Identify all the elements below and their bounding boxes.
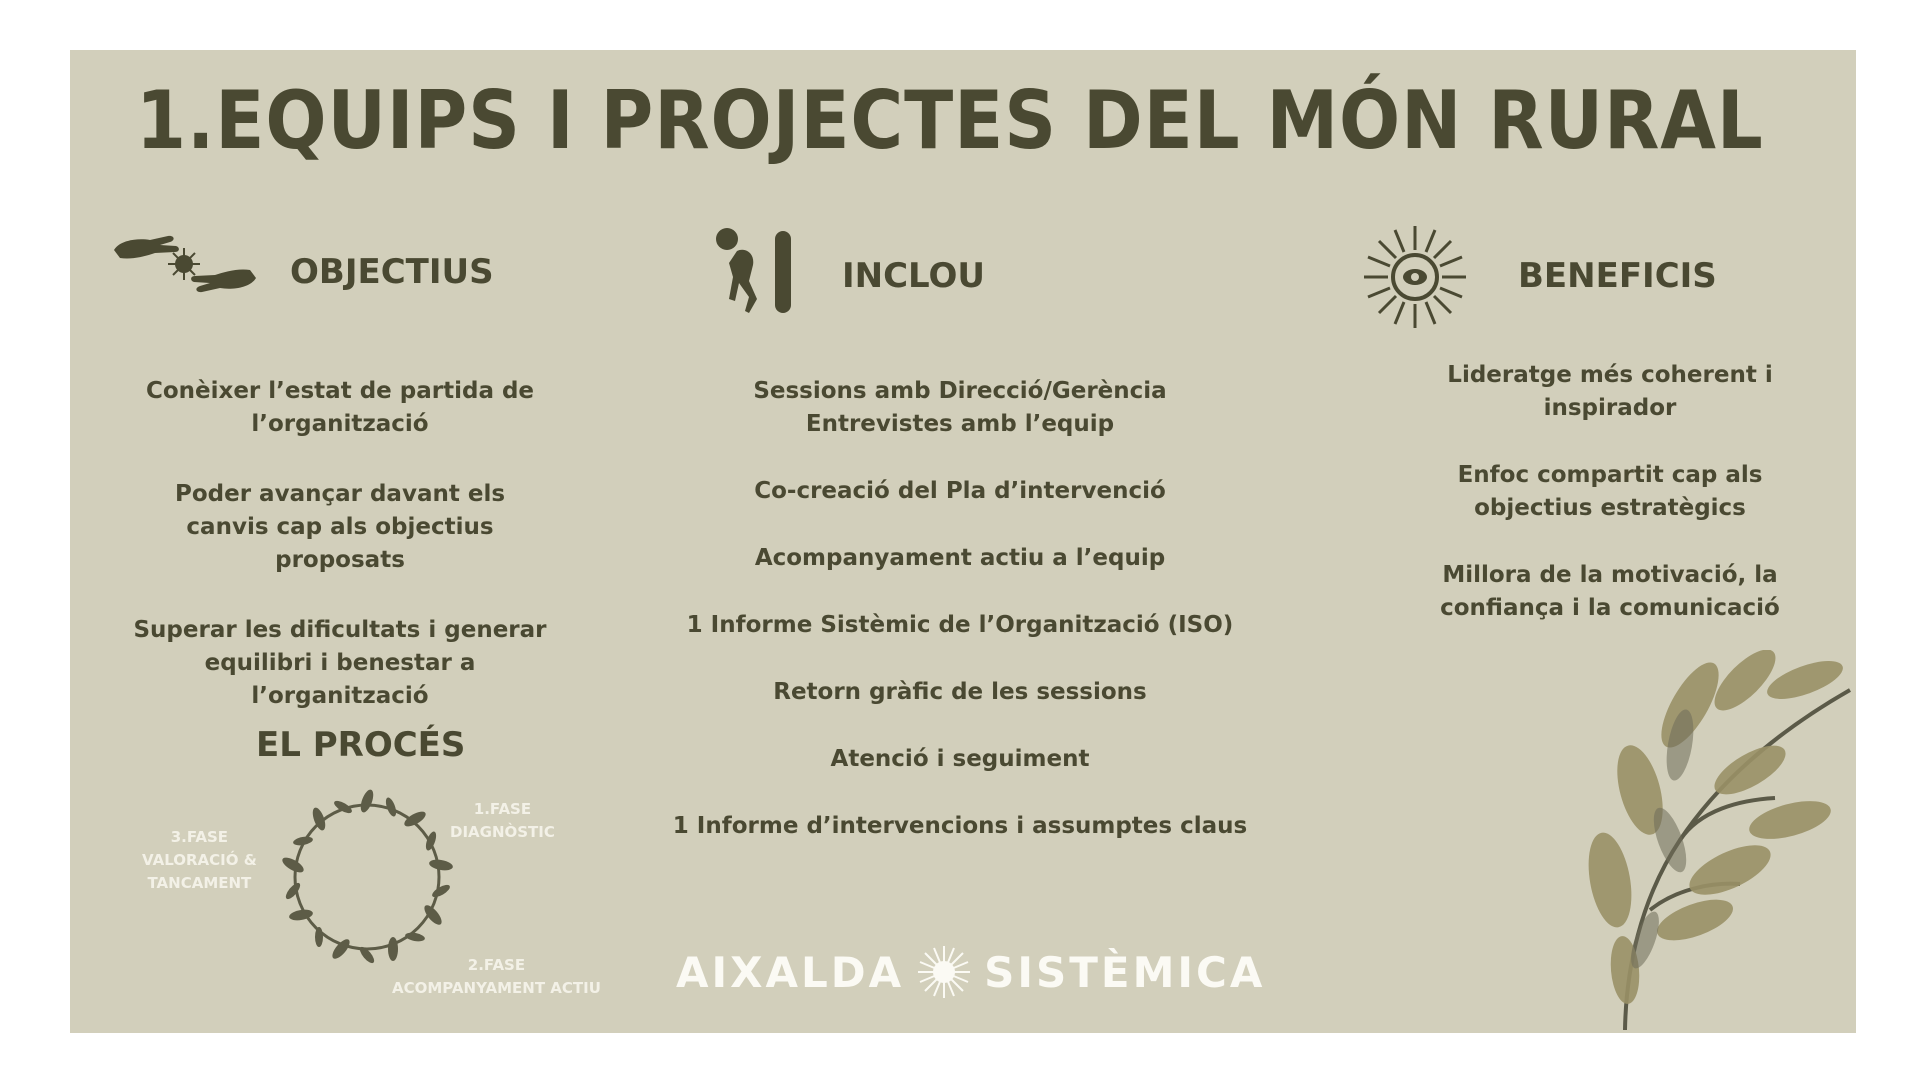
olive-branch-icon xyxy=(1530,650,1856,1035)
sun-star-icon xyxy=(916,944,972,1000)
list-item: Atenció i seguiment xyxy=(830,746,1090,772)
logo-right-text: SISTÈMICA xyxy=(984,947,1266,997)
mandala-eye-icon xyxy=(1360,222,1470,332)
list-item: Enfoc compartit cap als objectius estratègics xyxy=(1457,462,1763,521)
phase-1-label: 1.FASE DIAGNÒSTIC xyxy=(450,800,555,841)
beneficis-list xyxy=(1420,359,1800,625)
page-title: 1.EQUIPS I PROJECTES DEL MÓN RURAL xyxy=(136,74,1764,167)
list-item: Poder avançar davant els canvis cap als objectius proposats xyxy=(174,481,506,573)
list-item: 1 Informe d’intervencions i assumptes claus xyxy=(672,813,1248,839)
leaf-wreath-icon xyxy=(275,785,460,970)
objectius-list xyxy=(130,375,550,713)
figure-ball-icon xyxy=(715,225,805,320)
proces-heading: EL PROCÉS xyxy=(256,725,466,765)
list-item: Acompanyament actiu a l’equip xyxy=(754,545,1166,571)
phase-2-label: 2.FASE ACOMPANYAMENT ACTIU xyxy=(392,956,601,997)
beneficis-heading: BENEFICIS xyxy=(1518,256,1717,296)
inclou-list xyxy=(660,375,1260,843)
objectius-heading: OBJECTIUS xyxy=(290,252,494,292)
logo-left-text: AIXALDA xyxy=(676,947,905,997)
list-item: Co-creació del Pla d’intervenció xyxy=(754,478,1166,504)
list-item: 1 Informe Sistèmic de l’Organització (ISO) xyxy=(686,612,1234,638)
phase-3-label: 3.FASE VALORACIÓ & TANCAMENT xyxy=(142,828,257,892)
inclou-heading: INCLOU xyxy=(842,256,986,296)
list-item: Retorn gràfic de les sessions xyxy=(773,679,1147,705)
list-item: Entrevistes amb l’equip xyxy=(805,411,1115,437)
list-item: Millora de la motivació, la confiança i la comunicació xyxy=(1440,562,1780,621)
list-item: Conèixer l’estat de partida de l’organització xyxy=(145,378,535,437)
list-item: Superar les dificultats i generar equilibri i benestar a l’organització xyxy=(133,617,547,709)
slide xyxy=(70,50,1856,1033)
brand-logo xyxy=(676,942,1265,1002)
hands-sun-icon xyxy=(110,220,260,310)
list-item: Sessions amb Direcció/Gerència xyxy=(753,378,1167,404)
list-item: Lideratge més coherent i inspirador xyxy=(1447,362,1773,421)
